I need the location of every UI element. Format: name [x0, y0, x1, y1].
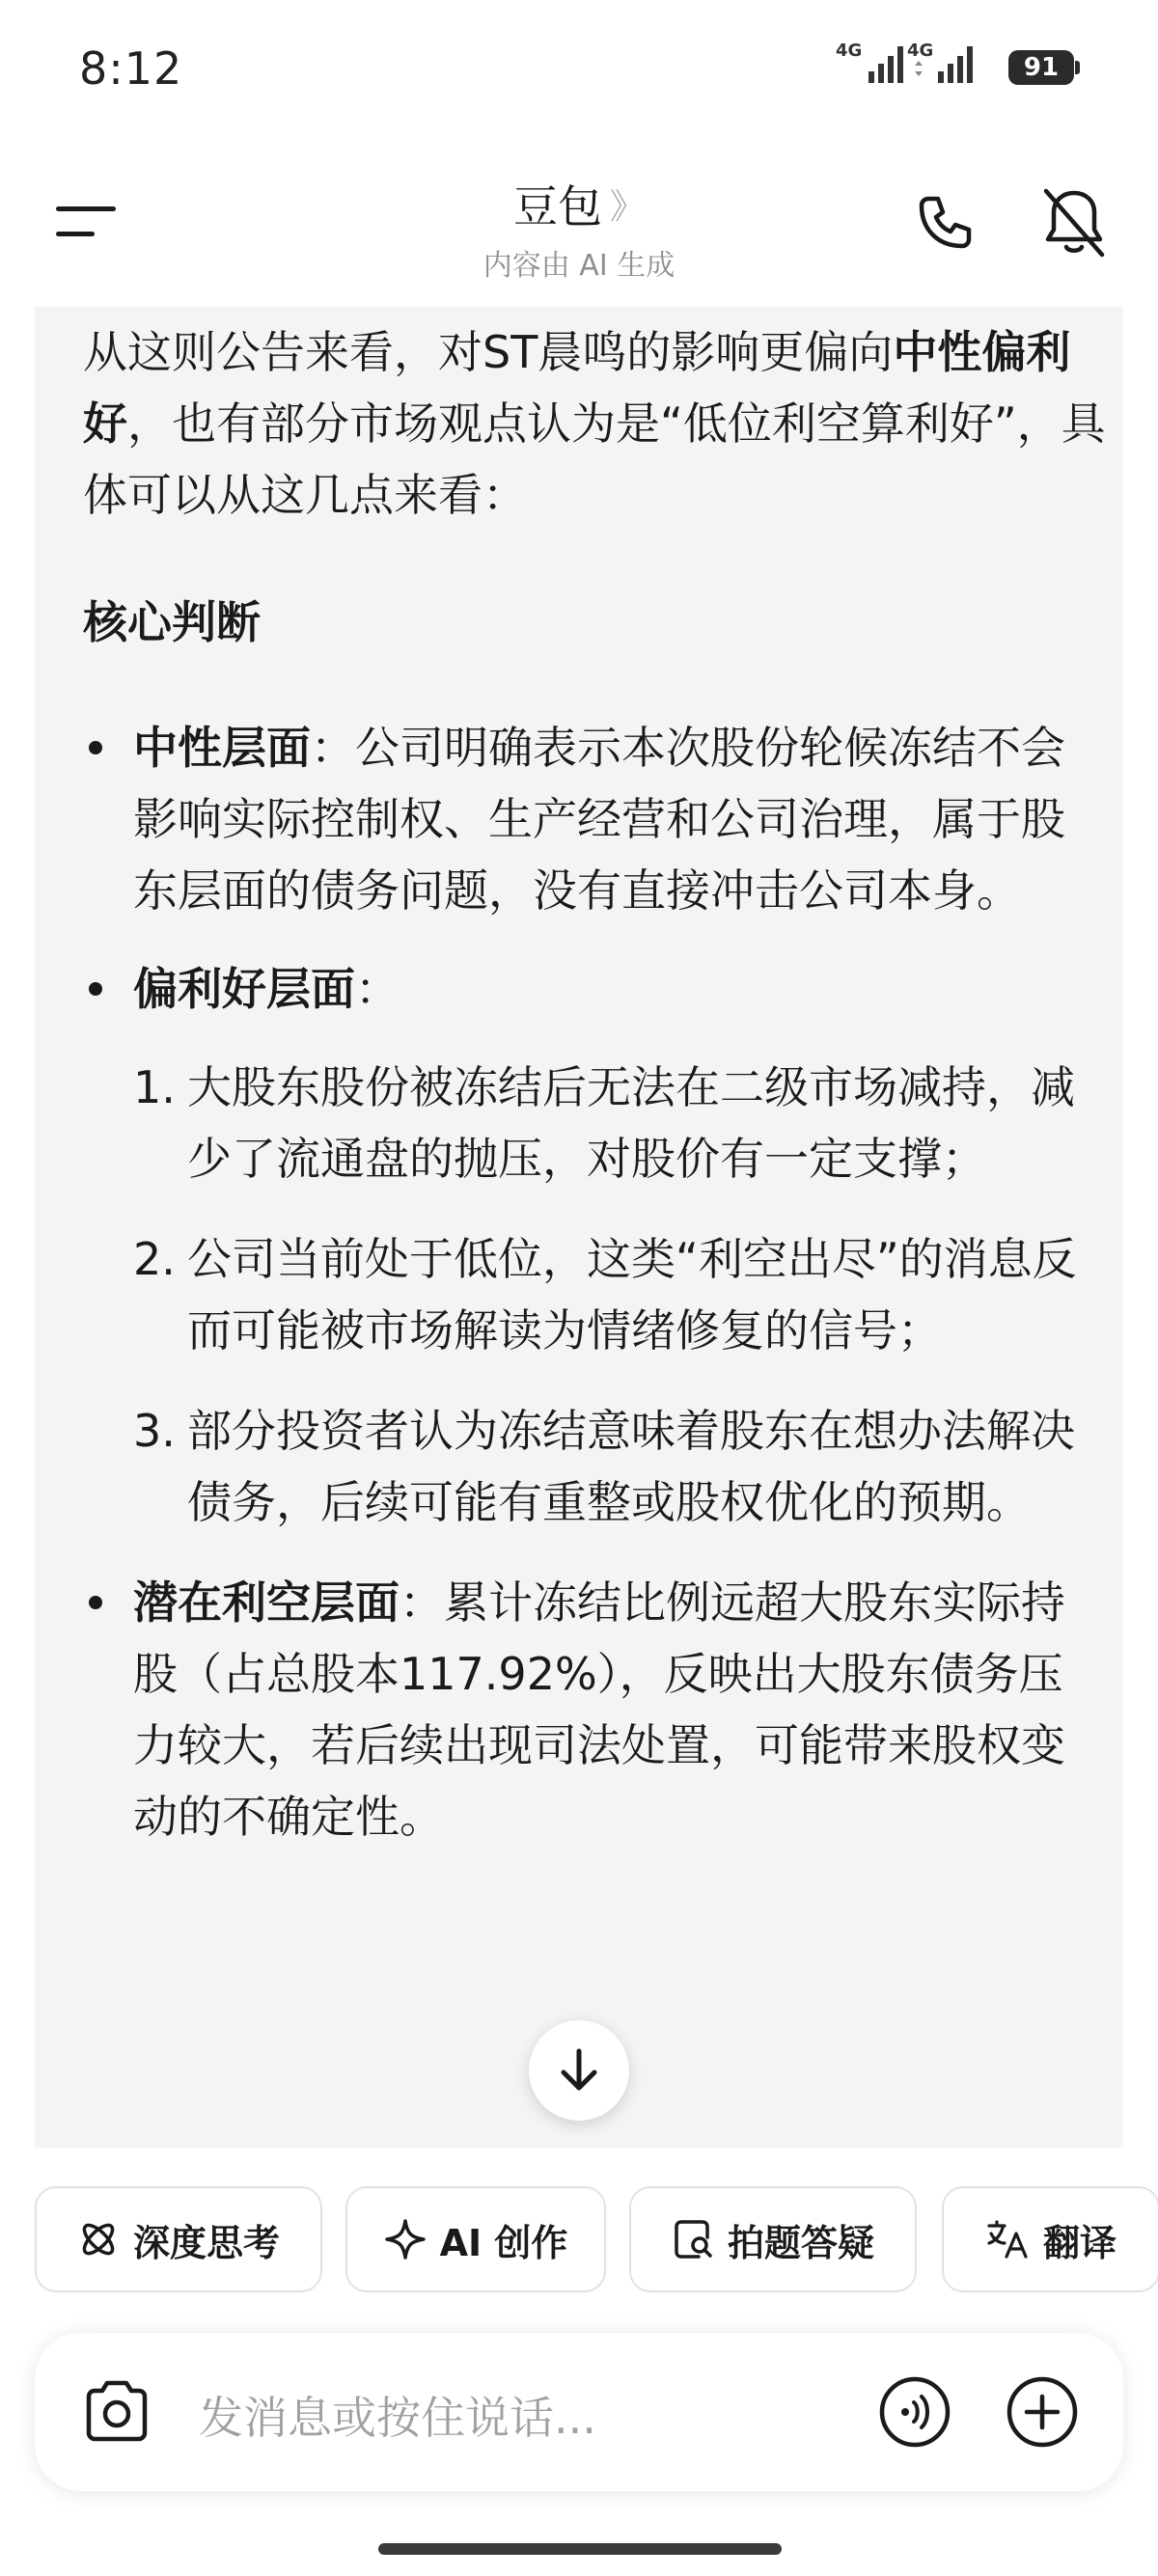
list-item [83, 712, 1106, 926]
chip-label: 拍题答疑 [727, 2221, 874, 2264]
scan-search-icon [672, 2218, 714, 2261]
bullet-title: 偏利好层面 [133, 963, 355, 1015]
bullet-title: 中性层面 [133, 722, 311, 774]
list-item-text: 大股东股份被冻结后无法在二级市场减持，减少了流通盘的抛压，对股价有一定支撑； [187, 1061, 1075, 1185]
chat-header [0, 154, 1158, 289]
list-item [133, 1223, 1106, 1366]
chip-ai-create[interactable] [345, 2186, 606, 2292]
intro-text-2: ，也有部分市场观点认为是“低位利空算利好”，具体可以从这几点来看： [83, 397, 1106, 521]
section-title: 核心判断 [83, 596, 261, 648]
chip-label: 翻译 [1042, 2221, 1117, 2264]
chip-translate[interactable] [942, 2186, 1158, 2292]
quick-actions [35, 2186, 1158, 2294]
list-item-text: 公司当前处于低位，这类“利空出尽”的消息反而可能被市场解读为情绪修复的信号； [187, 1233, 1077, 1357]
menu-icon[interactable] [56, 203, 120, 241]
status-bar [0, 0, 1158, 145]
scroll-to-bottom-button[interactable] [529, 2020, 629, 2121]
chip-label: AI 创作 [439, 2221, 568, 2264]
list-item [83, 953, 1106, 1538]
voice-call-icon[interactable] [876, 2373, 953, 2451]
battery-indicator: 91 [1008, 50, 1074, 85]
bullet-text: ：累计冻结比例远超大股东实际持股（占总股本117.92%），反映出大股东债务压力较大，若后续出现司法处置，可能带来股权变动的不确定性。 [133, 1576, 1065, 1843]
header-subtitle: 内容由 AI 生成 [482, 249, 676, 283]
intro-bold: 中性偏利好 [83, 326, 1071, 450]
list-number: 1. [133, 1061, 176, 1113]
intro-text-1: 从这则公告来看，对ST晨鸣的影响更偏向 [83, 326, 894, 378]
list-item [83, 1567, 1106, 1852]
intro-paragraph [83, 316, 1106, 531]
bot-title[interactable] [386, 172, 772, 284]
bullet-text: ： [355, 963, 400, 1015]
arrow-down-icon [558, 2047, 600, 2094]
list-item [133, 1052, 1106, 1194]
home-indicator[interactable] [378, 2543, 782, 2555]
bullet-list [83, 712, 1106, 1852]
list-number: 2. [133, 1233, 176, 1285]
list-item-text: 部分投资者认为冻结意味着股东在想办法解决债务，后续可能有重整或股权优化的预期。 [187, 1405, 1075, 1528]
list-item [133, 1395, 1106, 1538]
list-number: 3. [133, 1405, 176, 1457]
chip-photo-question[interactable] [629, 2186, 917, 2292]
bullet-text: ：公司明确表示本次股份轮候冻结不会影响实际控制权、生产经营和公司治理，属于股东层面的债务问题，没有直接冲击公司本身。 [133, 722, 1065, 917]
plus-icon[interactable] [1004, 2373, 1081, 2451]
sparkle-icon [384, 2218, 427, 2261]
signal-2 [907, 42, 986, 85]
camera-icon[interactable] [81, 2377, 152, 2445]
message-input-bar [35, 2333, 1123, 2491]
phone-icon[interactable] [913, 193, 975, 255]
translate-icon [985, 2218, 1030, 2261]
chip-label: 深度思考 [132, 2221, 280, 2264]
header-title: 豆包 [512, 180, 602, 233]
message-bubble [35, 307, 1123, 2148]
battery-tip [1075, 61, 1080, 74]
speaker-muted-icon[interactable] [1040, 187, 1108, 259]
message-content [83, 316, 1106, 1879]
bullet-title: 潜在利空层面 [133, 1576, 400, 1629]
chevron-right-icon: 》 [609, 186, 645, 227]
numbered-list [133, 1052, 1106, 1538]
atom-icon [77, 2218, 120, 2261]
signal-1 [836, 42, 905, 85]
message-input[interactable]: 发消息或按住说话... [199, 2392, 596, 2444]
status-time: 8:12 [79, 42, 183, 95]
network-label-2: 4G [907, 41, 934, 61]
chip-deep-thinking[interactable] [35, 2186, 322, 2292]
network-label-1: 4G [836, 41, 863, 61]
